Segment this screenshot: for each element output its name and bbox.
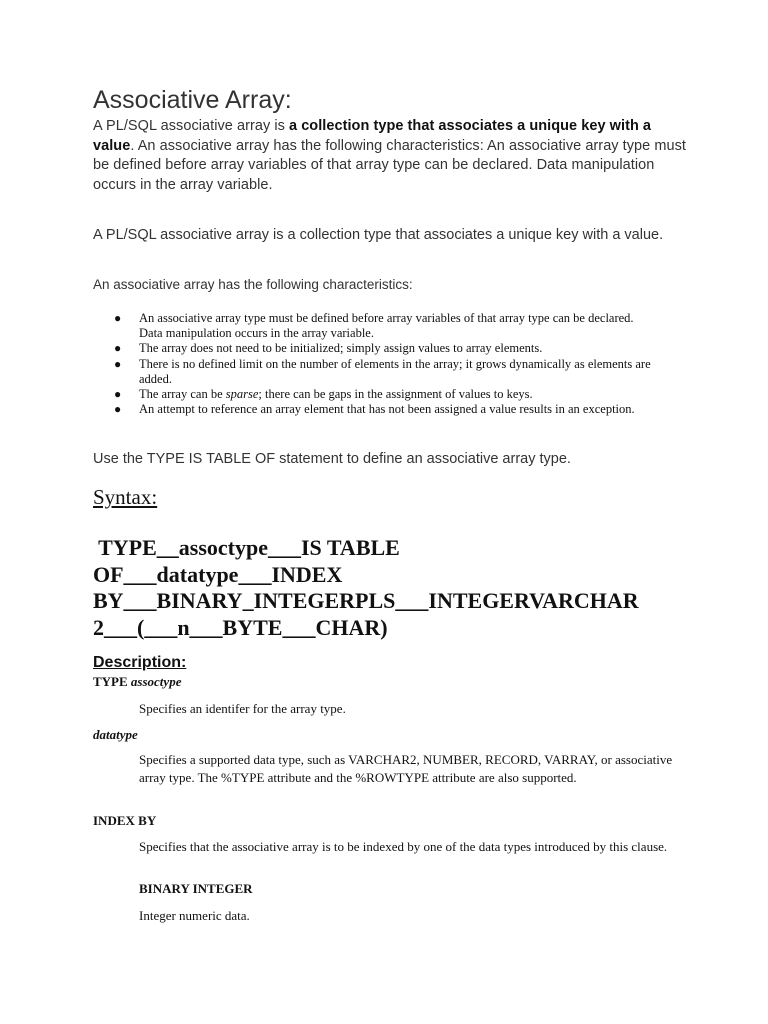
bullet-marker: ●	[114, 311, 122, 325]
term-index-by: INDEX BY	[93, 813, 157, 828]
list-item: ● An attempt to reference an array element that has not been assigned a value results in an exception.	[114, 402, 635, 417]
bullet-marker: ●	[114, 356, 122, 371]
definition-paragraph: A PL/SQL associative array is a collection type that associates a unique key with a value.	[93, 227, 664, 243]
description-heading: Description:	[93, 654, 187, 671]
syntax-line: BY___BINARY_INTEGERPLS___INTEGERVARCHAR	[93, 588, 639, 613]
list-item: ● The array does not need to be initialized; simply assign values to array elements.	[114, 341, 543, 356]
definition-binary-integer: Integer numeric data.	[139, 908, 250, 923]
term-type: TYPE assoctype	[93, 674, 182, 689]
definition-datatype: Specifies a supported data type, such as VARCHAR2, NUMBER, RECORD, VARRAY, or associative array type. The %TYPE attribute and the %ROWTYPE attribute are also supported.	[139, 752, 673, 785]
syntax-heading: Syntax:	[93, 485, 158, 509]
syntax-line: TYPE__assoctype___IS TABLE	[93, 535, 400, 560]
syntax-statement	[93, 535, 693, 641]
term-binary-integer: BINARY INTEGER	[139, 881, 253, 896]
list-item: ● There is no defined limit on the number of elements in the array; it grows dynamically as elements are added.	[114, 356, 651, 386]
syntax-line: OF___datatype___INDEX	[93, 561, 343, 587]
intro-paragraph	[93, 117, 693, 195]
page-title: Associative Array:	[93, 86, 292, 114]
intro-lead: A PL/SQL associative array is	[93, 118, 289, 134]
definition-type: Specifies an identifer for the array type.	[139, 701, 346, 716]
type-statement-paragraph: Use the TYPE IS TABLE OF statement to define an associative array type.	[93, 451, 571, 467]
characteristics-list	[112, 311, 660, 417]
bullet-marker: ●	[114, 402, 122, 417]
intro-bold: a collection type that associates a unique key with a value	[93, 118, 652, 154]
syntax-line: 2___(___n___BYTE___CHAR)	[93, 614, 388, 640]
list-item: ● An associative array type must be defined before array variables of that array type can be declared. Data manipulation occurs in the array variable.	[114, 311, 634, 341]
list-item: ● The array can be sparse; there can be gaps in the assignment of values to keys.	[114, 387, 533, 402]
bullet-marker: ●	[114, 387, 122, 402]
intro-rest: . An associative array has the following characteristics: An associative array type must be defined before array variables of that array type can be declared. Data manipulation occurs in the array variable.	[93, 137, 686, 193]
definition-index-by: Specifies that the associative array is to be indexed by one of the data types introduced by this clause.	[139, 839, 668, 854]
characteristics-intro: An associative array has the following characteristics:	[93, 277, 413, 292]
bullet-marker: ●	[114, 341, 122, 356]
term-datatype: datatype	[93, 727, 138, 742]
